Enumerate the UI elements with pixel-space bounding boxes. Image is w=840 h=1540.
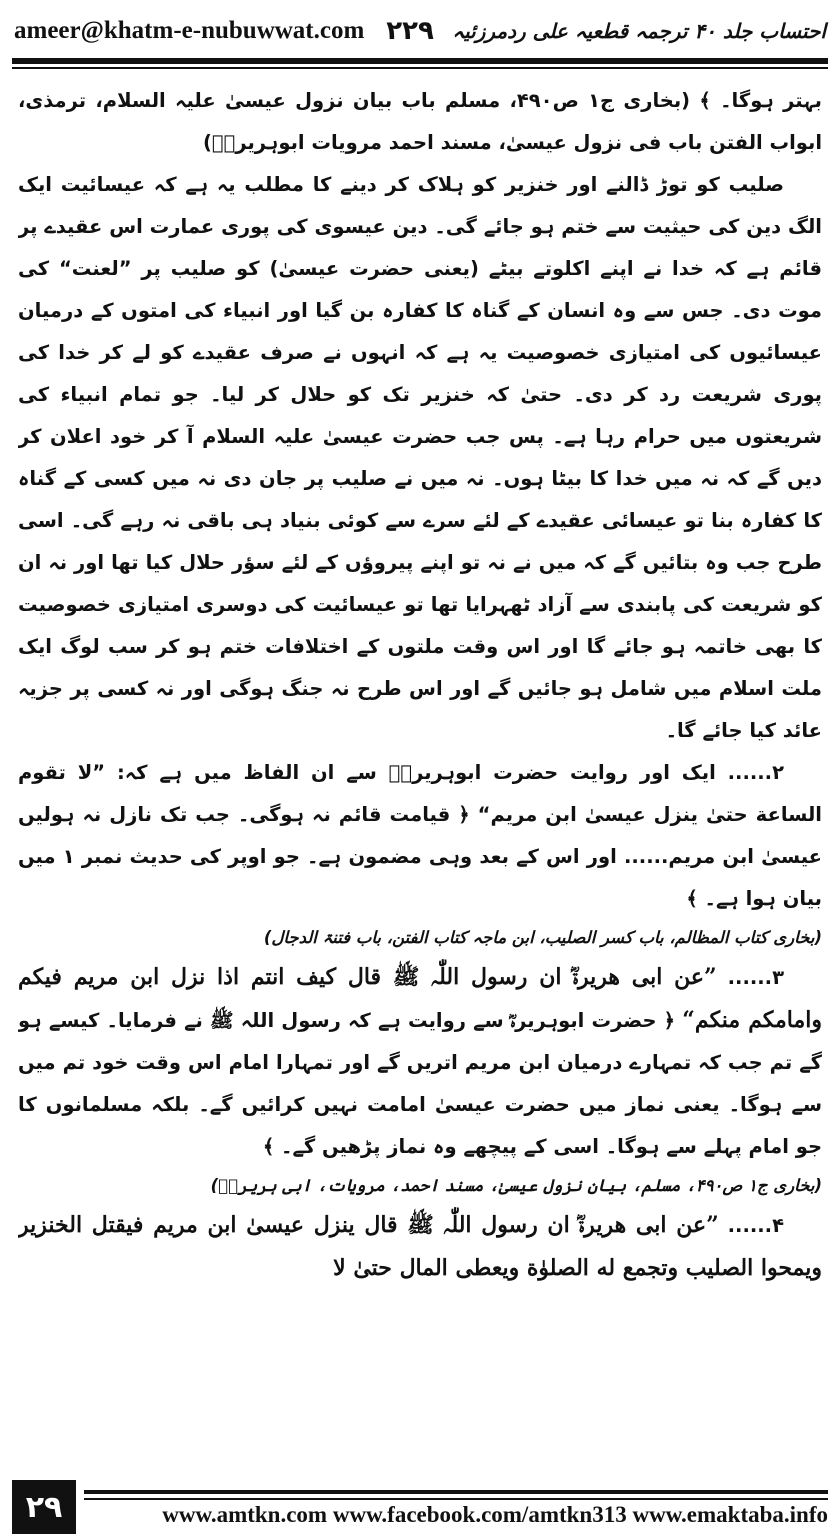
hadith-3-text: ﴿ حضرت ابوہریرہؓ سے روایت ہے کہ رسول اللہ ﷺ نے فرمایا۔ کیسے ہو گے تم جب کہ تمہارے درمیان ابن مریم اتریں گے اور تمہارا امام اس وقت خود تم میں سے ہوگا۔ یعنی نماز میں حضرت عیسیٰ امامت نہیں کرائیں گے۔ بلکہ مسلمانوں کا جو امام پہلے سے ہوگا۔ اسی کے پیچھے وہ نماز پڑھیں گے۔ ﴾ [18, 1009, 822, 1158]
paragraph-2: صلیب کو توڑ ڈالنے اور خنزیر کو ہلاک کر دینے کا مطلب یہ ہے کہ عیسائیت ایک الگ دین کی حیثیت سے ختم ہو جائے گی۔ دین عیسوی کی پوری عمارت اس عقیدے پر قائم ہے کہ خدا نے اپنے اکلوتے بیٹے (یعنی حضرت عیسیٰ) کو صلیب پر ”لعنت“ کی موت دی۔ جس سے وہ انسان کے گناہ کا کفارہ بن گیا اور انبیاء کی امتوں کے درمیان عیسائیوں کی امتیازی خصوصیت یہ ہے کہ انہوں نے صرف عقیدے کو لے کر خدا کی پوری شریعت رد کر دی۔ حتیٰ کہ خنزیر تک کو حلال کر لیا۔ جو تمام انبیاء کی شریعتوں میں حرام رہا ہے۔ پس جب حضرت عیسیٰ علیہ السلام آ کر خود اعلان کر دیں گے کہ نہ میں خدا کا بیٹا ہوں۔ نہ میں نے صلیب پر جان دی نہ میں کسی کے گناہ کا کفارہ بنا تو عیسائی عقیدے کے لئے سرے سے کوئی بنیاد ہی باقی نہ رہے گی۔ اسی طرح جب وہ بتائیں گے کہ میں نے نہ تو اپنے پیروؤں کے لئے سؤر حلال کیا تھا اور نہ ان کو شریعت کی پابندی سے آزاد ٹھہرایا تھا تو عیسائیت کی دوسری امتیازی خصوصیت کا بھی خاتمہ ہو جائے گا اور اس وقت ملتوں کے اختلافات ختم ہو کر سب لوگ ایک ملت اسلام میں شامل ہو جائیں گے اور اس طرح نہ جنگ ہوگی اور نہ کسی پر جزیہ عائد کیا جائے گا۔ [18, 173, 822, 742]
hadith-3 [18, 956, 822, 1168]
page-header [14, 8, 826, 54]
footer-urls[interactable]: www.amtkn.com www.facebook.com/amtkn313 www.emaktaba.info [162, 1502, 828, 1527]
hadith-2-number: ۲...... [727, 761, 784, 784]
hadith-4-number: ۴...... [727, 1214, 784, 1237]
hadith-3-number: ۳...... [727, 966, 784, 989]
footer-page-number: ۲۹ [12, 1480, 76, 1534]
hadith-2-reference: (بخاری کتاب المظالم، باب کسر الصلیب، ابن ماجہ کتاب الفتن، باب فتنۃ الدجال) [263, 928, 822, 947]
hadith-3-arabic: ”عن ابی ھریرةؓ ان رسول اللّٰہ ﷺ قال کیف انتم اذا نزل ابن مریم فیکم وامامکم منکم“ [18, 964, 822, 1033]
page-body [18, 80, 822, 1466]
hadith-3-reference: (بخاری ج۱ ص۴۹۰، مسلم، بیان نزول عیسیٰ، مسند احمد، مرویات، ابی ہریرہؓ) [210, 1176, 822, 1195]
hadith-4-arabic: ”عن ابی ھریرةؓ ان رسول اللّٰہ ﷺ قال ینزل عیسیٰ ابن مریم فیقتل الخنزیر ویمحوا الصلیب وتجمع له الصلوٰة ویعطی المال حتیٰ لا [18, 1212, 822, 1281]
hadith-2-text: ایک اور روایت حضرت ابوہریرہؓ سے ان الفاظ میں ہے کہ: ”لا تقوم الساعة حتیٰ ینزل عیسیٰ ابن مریم“ ﴿ قیامت قائم نہ ہوگی۔ جب تک نازل نہ ہولیں عیسیٰ ابن مریم...... اور اس کے بعد وہی مضمون ہے۔ جو اوپر کی حدیث نمبر ۱ میں بیان ہوا ہے۔ ﴾ [18, 761, 822, 910]
footer-rule-thin [84, 1498, 828, 1500]
header-rule-thin [12, 67, 828, 69]
hadith-4 [18, 1204, 822, 1290]
footer-rule-thick [84, 1490, 828, 1494]
header-rule-thick [12, 58, 828, 64]
header-email: ameer@khatm-e-nubuwwat.com [14, 17, 365, 44]
header-left [14, 16, 434, 46]
header-page-number: ۲۲۹ [386, 16, 434, 46]
hadith-2 [18, 752, 822, 920]
paragraph-1: بہتر ہوگا۔ ﴾ (بخاری ج۱ ص۴۹۰، مسلم باب بیان نزول عیسیٰ علیہ السلام، ترمذی، ابواب الفتن باب فی نزول عیسیٰ، مسند احمد مرویات ابوہریرہؓ) [18, 89, 822, 154]
header-title: احتساب جلد ۴۰ ترجمہ قطعیہ علی ردمرزئیہ [452, 19, 826, 43]
